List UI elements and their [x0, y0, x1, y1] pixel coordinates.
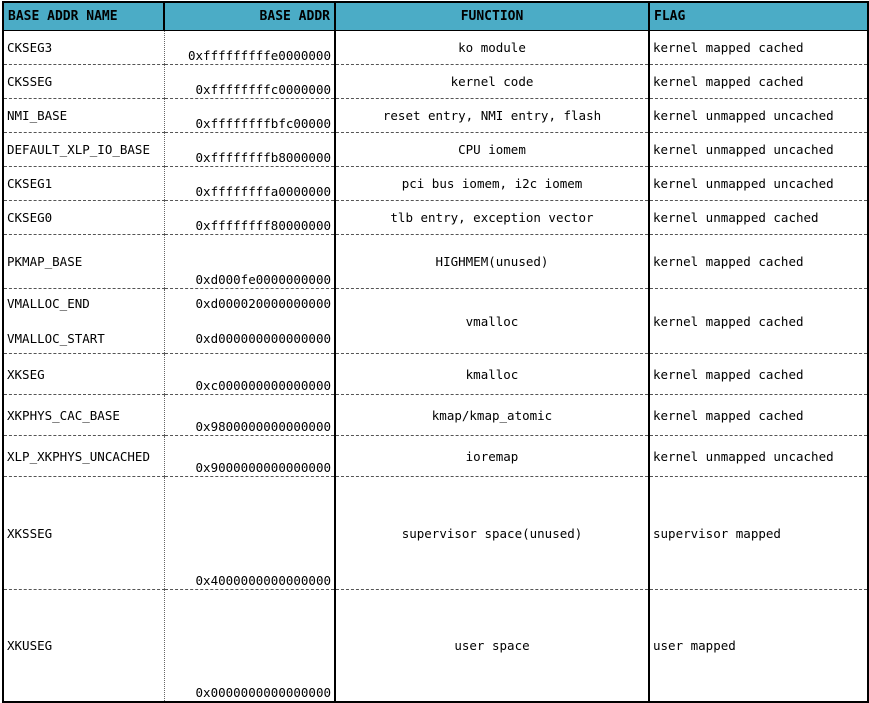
- cell-flag[interactable]: kernel mapped cached: [649, 65, 868, 99]
- cell-name[interactable]: CKSEG1: [3, 167, 164, 201]
- table-row: [3, 477, 868, 590]
- table-row: [3, 99, 868, 133]
- cell-addr[interactable]: 0x0000000000000000: [164, 590, 335, 702]
- cell-name[interactable]: NMI_BASE: [3, 99, 164, 133]
- cell-function[interactable]: user space: [335, 590, 649, 702]
- cell-flag[interactable]: kernel unmapped uncached: [649, 167, 868, 201]
- cell-addr-start: 0xd000000000000000: [195, 330, 331, 346]
- cell-flag[interactable]: kernel mapped cached: [649, 289, 868, 354]
- cell-flag[interactable]: kernel mapped cached: [649, 395, 868, 436]
- table-row: [3, 65, 868, 99]
- cell-flag[interactable]: kernel unmapped uncached: [649, 99, 868, 133]
- cell-name[interactable]: PKMAP_BASE: [3, 235, 164, 289]
- table-row: [3, 31, 868, 65]
- cell-function[interactable]: kernel code: [335, 65, 649, 99]
- cell-name[interactable]: CKSEG0: [3, 201, 164, 235]
- cell-addr[interactable]: 0x9000000000000000: [164, 436, 335, 477]
- cell-flag[interactable]: kernel unmapped uncached: [649, 133, 868, 167]
- table-row: [3, 133, 868, 167]
- table-row: [3, 289, 868, 354]
- table-row: [3, 235, 868, 289]
- cell-name[interactable]: [3, 289, 164, 354]
- cell-addr[interactable]: 0xffffffffbfc00000: [164, 99, 335, 133]
- cell-name[interactable]: XLP_XKPHYS_UNCACHED: [3, 436, 164, 477]
- cell-function[interactable]: supervisor space(unused): [335, 477, 649, 590]
- cell-flag[interactable]: user mapped: [649, 590, 868, 702]
- table-row: [3, 395, 868, 436]
- header-base-addr[interactable]: BASE ADDR: [164, 2, 335, 31]
- table-row: [3, 201, 868, 235]
- cell-flag[interactable]: kernel unmapped cached: [649, 201, 868, 235]
- table-row: [3, 167, 868, 201]
- header-function[interactable]: FUNCTION: [335, 2, 649, 31]
- cell-addr[interactable]: 0xffffffff80000000: [164, 201, 335, 235]
- address-map-table: [2, 1, 869, 703]
- cell-flag[interactable]: kernel mapped cached: [649, 235, 868, 289]
- cell-flag[interactable]: kernel mapped cached: [649, 354, 868, 395]
- cell-name[interactable]: XKPHYS_CAC_BASE: [3, 395, 164, 436]
- cell-function[interactable]: ko module: [335, 31, 649, 65]
- cell-name[interactable]: CKSEG3: [3, 31, 164, 65]
- cell-function[interactable]: pci bus iomem, i2c iomem: [335, 167, 649, 201]
- cell-function[interactable]: kmap/kmap_atomic: [335, 395, 649, 436]
- cell-name-end: VMALLOC_END: [7, 296, 90, 311]
- cell-addr[interactable]: 0xfffffffffe0000000: [164, 31, 335, 65]
- cell-function[interactable]: kmalloc: [335, 354, 649, 395]
- cell-addr[interactable]: 0xd000fe0000000000: [164, 235, 335, 289]
- header-base-addr-name[interactable]: BASE ADDR NAME: [3, 2, 164, 31]
- cell-function[interactable]: CPU iomem: [335, 133, 649, 167]
- header-flag[interactable]: FLAG: [649, 2, 868, 31]
- table-row: [3, 590, 868, 702]
- cell-function[interactable]: tlb entry, exception vector: [335, 201, 649, 235]
- cell-function[interactable]: reset entry, NMI entry, flash: [335, 99, 649, 133]
- cell-addr[interactable]: 0xffffffffb8000000: [164, 133, 335, 167]
- cell-addr[interactable]: 0xffffffffc0000000: [164, 65, 335, 99]
- cell-name[interactable]: XKSEG: [3, 354, 164, 395]
- cell-addr[interactable]: 0x4000000000000000: [164, 477, 335, 590]
- cell-addr[interactable]: 0xc000000000000000: [164, 354, 335, 395]
- table-row: [3, 436, 868, 477]
- cell-function[interactable]: HIGHMEM(unused): [335, 235, 649, 289]
- cell-flag[interactable]: supervisor mapped: [649, 477, 868, 590]
- header-row: [3, 2, 868, 31]
- table-row: [3, 354, 868, 395]
- cell-function[interactable]: vmalloc: [335, 289, 649, 354]
- cell-addr[interactable]: 0x9800000000000000: [164, 395, 335, 436]
- cell-name[interactable]: CKSSEG: [3, 65, 164, 99]
- cell-flag[interactable]: kernel mapped cached: [649, 31, 868, 65]
- cell-flag[interactable]: kernel unmapped uncached: [649, 436, 868, 477]
- cell-function[interactable]: ioremap: [335, 436, 649, 477]
- cell-addr-end: 0xd000020000000000: [195, 295, 331, 311]
- cell-name[interactable]: XKSSEG: [3, 477, 164, 590]
- cell-name[interactable]: XKUSEG: [3, 590, 164, 702]
- cell-name-start: VMALLOC_START: [7, 331, 105, 346]
- cell-name[interactable]: DEFAULT_XLP_IO_BASE: [3, 133, 164, 167]
- cell-addr[interactable]: 0xffffffffa0000000: [164, 167, 335, 201]
- cell-addr[interactable]: [164, 289, 335, 354]
